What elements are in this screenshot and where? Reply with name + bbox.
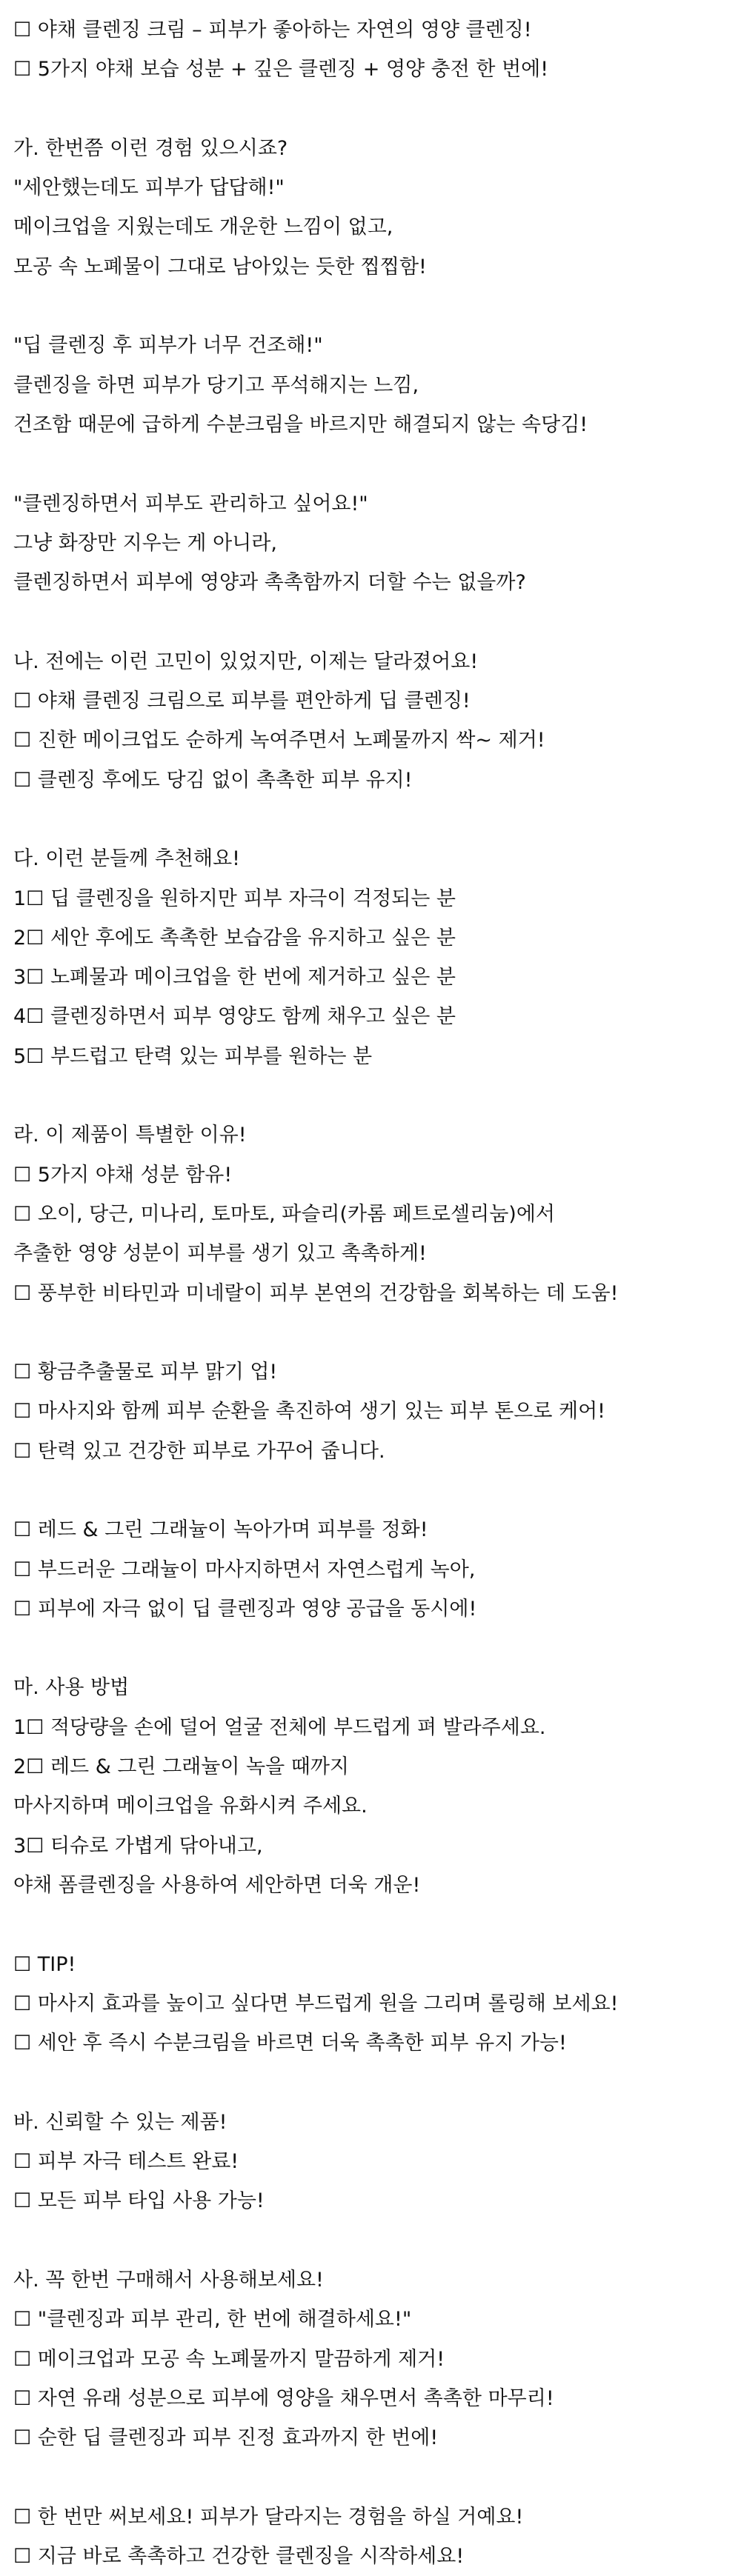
list-item: ☐ 5가지 야채 성분 함유! (13, 1163, 233, 1187)
text-line: 그냥 화장만 지우는 게 아니라, (13, 531, 277, 555)
text-line: 클렌징을 하면 피부가 당기고 푸석해지는 느낌, (13, 373, 419, 397)
list-item: ☐ 피부에 자극 없이 딥 클렌징과 영양 공급을 동시에! (13, 1597, 477, 1621)
blank-line (0, 1905, 741, 1944)
blank-line (0, 1629, 741, 1668)
subheadline-line: ☐ 5가지 야채 보습 성분 + 깊은 클렌징 + 영양 충전 한 번에! (13, 58, 549, 81)
text-line: 마사지하며 메이크업을 유화시켜 주세요. (13, 1795, 368, 1818)
text-line: 모공 속 노폐물이 그대로 남아있는 듯한 찝찝함! (13, 255, 427, 278)
list-item: ☐ 마사지 효과를 높이고 싶다면 부드럽게 원을 그리며 롤링해 보세요! (13, 1992, 619, 2015)
section-heading-na: 나. 전에는 이런 고민이 있었지만, 이제는 달라졌어요! (13, 650, 479, 673)
list-item: 1☐ 딥 클렌징을 원하지만 피부 자극이 걱정되는 분 (13, 887, 456, 910)
blank-line (0, 602, 741, 641)
blank-line (0, 2221, 741, 2260)
blank-line (0, 1313, 741, 1352)
list-item: 1☐ 적당량을 손에 덜어 얼굴 전체에 부드럽게 펴 발라주세요. (13, 1715, 546, 1739)
blank-line (0, 1076, 741, 1115)
list-item: ☐ 탄력 있고 건강한 피부로 가꾸어 줍니다. (13, 1439, 385, 1463)
text-line: "세안했는데도 피부가 답답해!" (13, 176, 285, 200)
text-line: 클렌징하면서 피부에 영양과 촉촉함까지 더할 수는 없을까? (13, 571, 526, 595)
list-item: 2☐ 세안 후에도 촉촉한 보습감을 유지하고 싶은 분 (13, 926, 456, 950)
list-item: ☐ 순한 딥 클렌징과 피부 진정 효과까지 한 번에! (13, 2426, 439, 2450)
text-line: 메이크업을 지웠는데도 개운한 느낌이 없고, (13, 216, 393, 239)
section-heading-ga: 가. 한번쯤 이런 경험 있으시죠? (13, 136, 288, 160)
section-heading-ba: 바. 신뢰할 수 있는 제품! (13, 2110, 227, 2134)
list-item: ☐ 야채 클렌징 크림으로 피부를 편안하게 딥 클렌징! (13, 690, 471, 713)
text-line: 추출한 영양 성분이 피부를 생기 있고 촉촉하게! (13, 1242, 427, 1266)
blank-line (0, 1471, 741, 1510)
section-heading-da: 다. 이런 분들께 추천해요! (13, 847, 240, 871)
list-item: 5☐ 부드럽고 탄력 있는 피부를 원하는 분 (13, 1044, 373, 1068)
text-line: 건조함 때문에 급하게 수분크림을 바르지만 해결되지 않는 속당김! (13, 413, 588, 436)
list-item: ☐ 부드러운 그래뉼이 마사지하면서 자연스럽게 녹아, (13, 1558, 476, 1581)
list-item: ☐ 메이크업과 모공 속 노폐물까지 말끔하게 제거! (13, 2347, 445, 2371)
headline-line: ☐ 야채 클렌징 크림 – 피부가 좋아하는 자연의 영양 클렌징! (13, 19, 532, 41)
list-item: ☐ 마사지와 함께 피부 순환을 촉진하여 생기 있는 피부 톤으로 케어! (13, 1400, 605, 1424)
blank-line (0, 2063, 741, 2102)
blank-line (0, 287, 741, 326)
closing-line: ☐ 한 번만 써보세요! 피부가 달라지는 경험을 하실 거예요! (13, 2505, 524, 2529)
list-item: ☐ 레드 & 그린 그래뉼이 녹아가며 피부를 정화! (13, 1518, 428, 1542)
text-line: 야채 폼클렌징을 사용하여 세안하면 더욱 개운! (13, 1873, 421, 1897)
blank-line (0, 90, 741, 129)
text-line: "클렌징하면서 피부도 관리하고 싶어요!" (13, 492, 368, 515)
list-item: 4☐ 클렌징하면서 피부 영양도 함께 채우고 싶은 분 (13, 1005, 456, 1029)
list-item: ☐ 세안 후 즉시 수분크림을 바르면 더욱 촉촉한 피부 유지 가능! (13, 2032, 567, 2055)
list-item: ☐ 오이, 당근, 미나리, 토마토, 파슬리(카롬 페트로셀리눔)에서 (13, 1202, 555, 1226)
blank-line (0, 800, 741, 839)
list-item: 3☐ 티슈로 가볍게 닦아내고, (13, 1834, 263, 1858)
list-item: ☐ 황금추출물로 피부 맑기 업! (13, 1361, 278, 1384)
list-item: ☐ 피부 자극 테스트 완료! (13, 2150, 239, 2174)
closing-line: ☐ 지금 바로 촉촉하고 건강한 클렌징을 시작하세요! (13, 2545, 465, 2568)
blank-line (0, 2457, 741, 2497)
tip-heading: ☐ TIP! (13, 1952, 76, 1976)
list-item: ☐ "클렌징과 피부 관리, 한 번에 해결하세요!" (13, 2308, 412, 2332)
section-heading-ma: 마. 사용 방법 (13, 1676, 130, 1700)
list-item: ☐ 클렌징 후에도 당김 없이 촉촉한 피부 유지! (13, 768, 413, 792)
text-line: "딥 클렌징 후 피부가 너무 건조해!" (13, 334, 323, 358)
list-item: ☐ 진한 메이크업도 순하게 녹여주면서 노폐물까지 싹~ 제거! (13, 729, 545, 753)
list-item: ☐ 풍부한 비타민과 미네랄이 피부 본연의 건강함을 회복하는 데 도움! (13, 1281, 619, 1305)
blank-line (0, 444, 741, 484)
list-item: 3☐ 노폐물과 메이크업을 한 번에 제거하고 싶은 분 (13, 966, 456, 990)
section-heading-ra: 라. 이 제품이 특별한 이유! (13, 1124, 247, 1147)
list-item: ☐ 모든 피부 타입 사용 가능! (13, 2189, 265, 2213)
list-item: ☐ 자연 유래 성분으로 피부에 영양을 채우면서 촉촉한 마무리! (13, 2386, 554, 2410)
section-heading-sa: 사. 꼭 한번 구매해서 사용해보세요! (13, 2268, 324, 2292)
list-item: 2☐ 레드 & 그린 그래뉼이 녹을 때까지 (13, 1755, 349, 1779)
